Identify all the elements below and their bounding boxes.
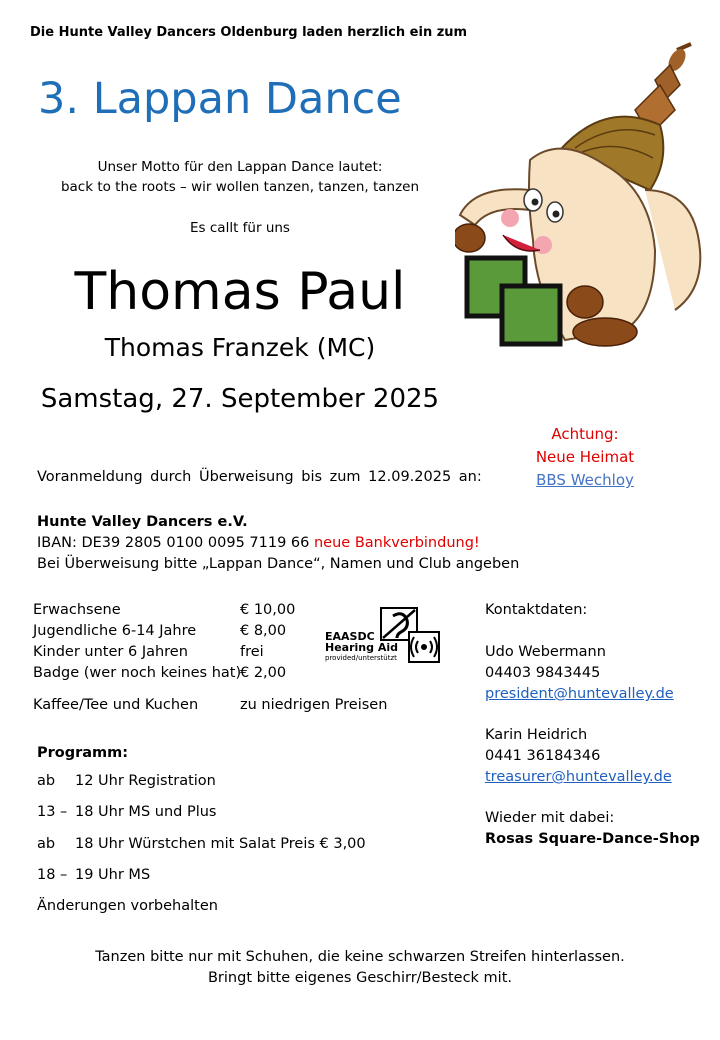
contact-2-email-link[interactable]: treasurer@huntevalley.de (485, 769, 672, 785)
lappan-mascot-illustration (455, 40, 715, 360)
logo-line-2: Hearing Aid (325, 641, 398, 654)
transfer-note: Bei Überweisung bitte „Lappan Dance“, Namen und Club angeben (37, 556, 520, 572)
motto-line-2: back to the roots – wir wollen tanzen, tanzen, tanzen (60, 179, 420, 195)
logo-line-1: EAASDC (325, 630, 375, 643)
also-present-label: Wieder mit dabei: (485, 810, 615, 826)
hearing-aid-logo (323, 606, 443, 668)
price-label-youth: Jugendliche 6-14 Jahre (33, 623, 197, 639)
bank-details (37, 512, 519, 575)
contact-2-phone: 0441 36184346 (485, 748, 601, 764)
price-value-adults: € 10,00 (240, 602, 296, 618)
mc-name: Thomas Franzek (MC) (104, 333, 376, 362)
contact-1-name: Udo Webermann (485, 644, 606, 660)
refreshments-label: Kaffee/Tee und Kuchen (33, 697, 199, 713)
price-value-children: frei (240, 644, 264, 660)
programme-prefix-3: ab (37, 836, 56, 852)
contact-title: Kontaktdaten: (485, 602, 588, 618)
programme-prefix-4: 18 – (37, 867, 68, 883)
logo-line-3: provided/unterstützt (325, 654, 397, 662)
motto (0, 157, 480, 197)
programme-prefix-1: ab (37, 773, 56, 789)
notice-line-2: Neue Heimat (535, 448, 635, 466)
event-date: Samstag, 27. September 2025 (40, 384, 440, 414)
venue-link[interactable]: BBS Wechloy (536, 471, 634, 489)
intro-line: Die Hunte Valley Dancers Oldenburg laden herzlich ein zum (30, 25, 468, 40)
iban-line (37, 533, 519, 554)
contact-2-name: Karin Heidrich (485, 727, 588, 743)
refreshments-value: zu niedrigen Preisen (240, 697, 388, 713)
price-value-badge: € 2,00 (240, 665, 287, 681)
preregistration-text: Voranmeldung durch Überweisung bis zum 12.09.2025 an: (37, 469, 482, 485)
price-value-youth: € 8,00 (240, 623, 287, 639)
shop-name: Rosas Square-Dance-Shop (485, 831, 700, 847)
contact-1-phone: 04403 9843445 (485, 665, 601, 681)
caller-intro: Es callt für uns (190, 220, 290, 236)
venue-notice (490, 423, 680, 492)
footer-line-2: Bringt bitte eigenes Geschirr/Besteck mit. (207, 970, 513, 986)
new-account-note: neue Bankverbindung! (313, 535, 480, 551)
programme-title: Programm: (37, 745, 129, 761)
programme-item-4: 19 Uhr MS (75, 867, 151, 883)
price-label-adults: Erwachsene (33, 602, 121, 618)
iban: IBAN: DE39 2805 0100 0095 7119 66 (37, 535, 310, 551)
caller-name: Thomas Paul (74, 262, 406, 322)
footer-line-1: Tanzen bitte nur mit Schuhen, die keine schwarzen Streifen hinterlassen. (95, 949, 625, 965)
motto-line-1: Unser Motto für den Lappan Dance lautet: (97, 159, 383, 175)
programme-disclaimer: Änderungen vorbehalten (37, 898, 218, 914)
event-title: 3. Lappan Dance (38, 74, 402, 124)
club-name: Hunte Valley Dancers e.V. (37, 514, 248, 530)
programme-item-3: 18 Uhr Würstchen mit Salat Preis € 3,00 (75, 836, 366, 852)
contact-1-email-link[interactable]: president@huntevalley.de (485, 686, 674, 702)
programme-item-1: 12 Uhr Registration (75, 773, 216, 789)
footer-notes (0, 947, 720, 989)
programme-prefix-2: 13 – (37, 804, 68, 820)
price-label-badge: Badge (wer noch keines hat) (33, 665, 242, 681)
price-label-children: Kinder unter 6 Jahren (33, 644, 188, 660)
notice-line-1: Achtung: (551, 425, 619, 443)
programme-item-2: 18 Uhr MS und Plus (75, 804, 217, 820)
